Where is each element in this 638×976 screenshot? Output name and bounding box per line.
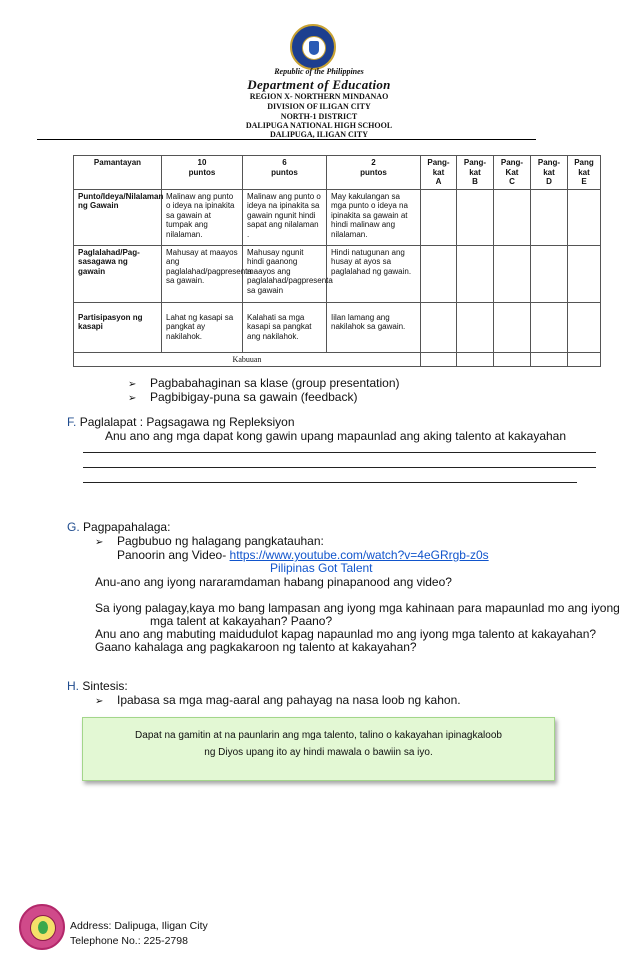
criterion-cell: Punto/Ideya/Nilalaman ng Gawain <box>74 189 162 245</box>
rubric-table <box>73 155 601 367</box>
group-score-cell[interactable] <box>421 245 457 302</box>
rubric-header-row <box>74 156 601 190</box>
deped-seal-icon <box>290 24 336 70</box>
callout-line-1: Dapat na gamitin at na paunlarin ang mga talento, talino o kakayahan ipinagkaloob <box>135 730 502 741</box>
group-score-cell[interactable] <box>421 189 457 245</box>
header-pangkat-a: Pang- kat A <box>421 156 457 190</box>
table-row <box>74 189 601 245</box>
video-title: Pilipinas Got Talent <box>270 561 373 575</box>
school-seal-icon <box>19 904 65 950</box>
footer-telephone: Telephone No.: 225-2798 <box>70 935 188 947</box>
group-score-cell[interactable] <box>457 245 494 302</box>
header-pangkat-e: Pang kat E <box>568 156 601 190</box>
header-6-puntos: 6 puntos <box>243 156 327 190</box>
header-pangkat-b: Pang- kat B <box>457 156 494 190</box>
answer-line[interactable] <box>83 467 596 468</box>
answer-line[interactable] <box>83 482 577 483</box>
list-item: ➢ Pagbubuo ng halagang pangkatauhan: <box>95 534 324 548</box>
group-score-cell[interactable] <box>494 302 531 352</box>
score-2-cell: Iilan lamang ang nakilahok sa gawain. <box>327 302 421 352</box>
video-line: Panoorin ang Video- https://www.youtube.com/watch?v=4eGRrgb-z0s <box>117 548 489 562</box>
total-score-cell[interactable] <box>568 352 601 367</box>
city-line: DALIPUGA, ILIGAN CITY <box>269 130 368 139</box>
question-2-cont: mga talent at kakayahan? Paano? <box>150 614 333 628</box>
school-line: DALIPUGA NATIONAL HIGH SCHOOL <box>245 121 393 130</box>
score-10-cell: Lahat ng kasapi sa pangkat ay nakilahok. <box>162 302 243 352</box>
arrow-bullet-icon: ➢ <box>95 696 104 707</box>
score-6-cell: Mahusay ngunit hindi gaanong maayos ang paglalahad/pagpresenta sa gawain <box>243 245 327 302</box>
group-score-cell[interactable] <box>457 302 494 352</box>
group-score-cell[interactable] <box>457 189 494 245</box>
header-10-puntos: 10 puntos <box>162 156 243 190</box>
score-10-cell: Malinaw ang punto o ideya na ipinakita sa gawain at tumpak ang nilalaman. <box>162 189 243 245</box>
section-f-heading: F. Paglalapat : Pagsagawa ng Repleksiyon <box>67 415 295 429</box>
list-item: ➢ Pagbibigay-puna sa gawain (feedback) <box>128 390 358 404</box>
header-2-puntos: 2 puntos <box>327 156 421 190</box>
list-item: ➢ Pagbabahaginan sa klase (group presentation) <box>128 376 400 390</box>
group-score-cell[interactable] <box>531 245 568 302</box>
score-2-cell: May kakulangan sa mga punto o ideya na ipinakita sa gawain at hindi malinaw ang nilalaman. <box>327 189 421 245</box>
header-pamantayan: Pamantayan <box>74 156 162 190</box>
section-h-heading: H. Sintesis: <box>67 679 128 693</box>
header-divider <box>37 139 536 140</box>
score-10-cell: Mahusay at maayos ang paglalahad/pagpresenta sa gawain. <box>162 245 243 302</box>
region-line: REGION X- NORTHERN MINDANAO <box>249 92 389 101</box>
arrow-bullet-icon: ➢ <box>95 537 104 548</box>
group-score-cell[interactable] <box>421 302 457 352</box>
score-6-cell: Kalahati sa mga kasapi sa pangkat ang nakilahok. <box>243 302 327 352</box>
arrow-bullet-icon: ➢ <box>128 393 137 404</box>
header-pangkat-c: Pang- Kat C <box>494 156 531 190</box>
synthesis-callout-box <box>82 717 555 781</box>
total-score-cell[interactable] <box>457 352 494 367</box>
group-score-cell[interactable] <box>568 189 601 245</box>
callout-line-2: ng Diyos upang ito ay hindi mawala o bawiin sa iyo. <box>204 747 433 758</box>
group-score-cell[interactable] <box>494 245 531 302</box>
footer-address: Address: Dalipuga, Iligan City <box>70 920 208 932</box>
district-line: NORTH-1 DISTRICT <box>280 112 358 121</box>
list-item: ➢ Ipabasa sa mga mag-aaral ang pahayag na nasa loob ng kahon. <box>95 693 461 707</box>
total-label: Kabuuan <box>74 352 421 367</box>
group-score-cell[interactable] <box>531 302 568 352</box>
table-row <box>74 245 601 302</box>
division-line: DIVISION OF ILIGAN CITY <box>267 102 371 111</box>
question-3: Anu ano ang mabuting maidudulot kapag napaunlad mo ang iyong mga talento at kakayahan? <box>95 627 597 641</box>
total-score-cell[interactable] <box>421 352 457 367</box>
question-1: Anu-ano ang iyong nararamdaman habang pinapanood ang video? <box>95 575 452 589</box>
department-title: Department of Education <box>247 77 391 92</box>
question-2: Sa iyong palagay,kaya mo bang lampasan ang iyong mga kahinaan para mapaunlad mo ang iyong <box>95 601 620 615</box>
criterion-cell: Partisipasyon ng kasapi <box>74 302 162 352</box>
total-score-cell[interactable] <box>494 352 531 367</box>
score-6-cell: Malinaw ang punto o ideya na ipinakita sa gawain ngunit hindi sapat ang nilalaman . <box>243 189 327 245</box>
total-score-cell[interactable] <box>531 352 568 367</box>
republic-line: Republic of the Philippines <box>274 67 364 76</box>
section-g-heading: G. Pagpapahalaga: <box>67 520 171 534</box>
section-f-question: Anu ano ang mga dapat kong gawin upang mapaunlad ang aking talento at kakayahan <box>105 429 567 443</box>
group-score-cell[interactable] <box>568 302 601 352</box>
table-row <box>74 302 601 352</box>
score-2-cell: Hindi natugunan ang husay at ayos sa paglalahad ng gawain. <box>327 245 421 302</box>
header-pangkat-d: Pang- kat D <box>531 156 568 190</box>
answer-line[interactable] <box>83 452 596 453</box>
group-score-cell[interactable] <box>531 189 568 245</box>
arrow-bullet-icon: ➢ <box>128 379 137 390</box>
total-row <box>74 352 601 367</box>
criterion-cell: Paglalahad/Pag-sasagawa ng gawain <box>74 245 162 302</box>
group-score-cell[interactable] <box>568 245 601 302</box>
video-link[interactable]: https://www.youtube.com/watch?v=4eGRrgb-z0s <box>229 548 489 562</box>
question-4: Gaano kahalaga ang pagkakaroon ng talento at kakayahan? <box>95 640 417 654</box>
group-score-cell[interactable] <box>494 189 531 245</box>
